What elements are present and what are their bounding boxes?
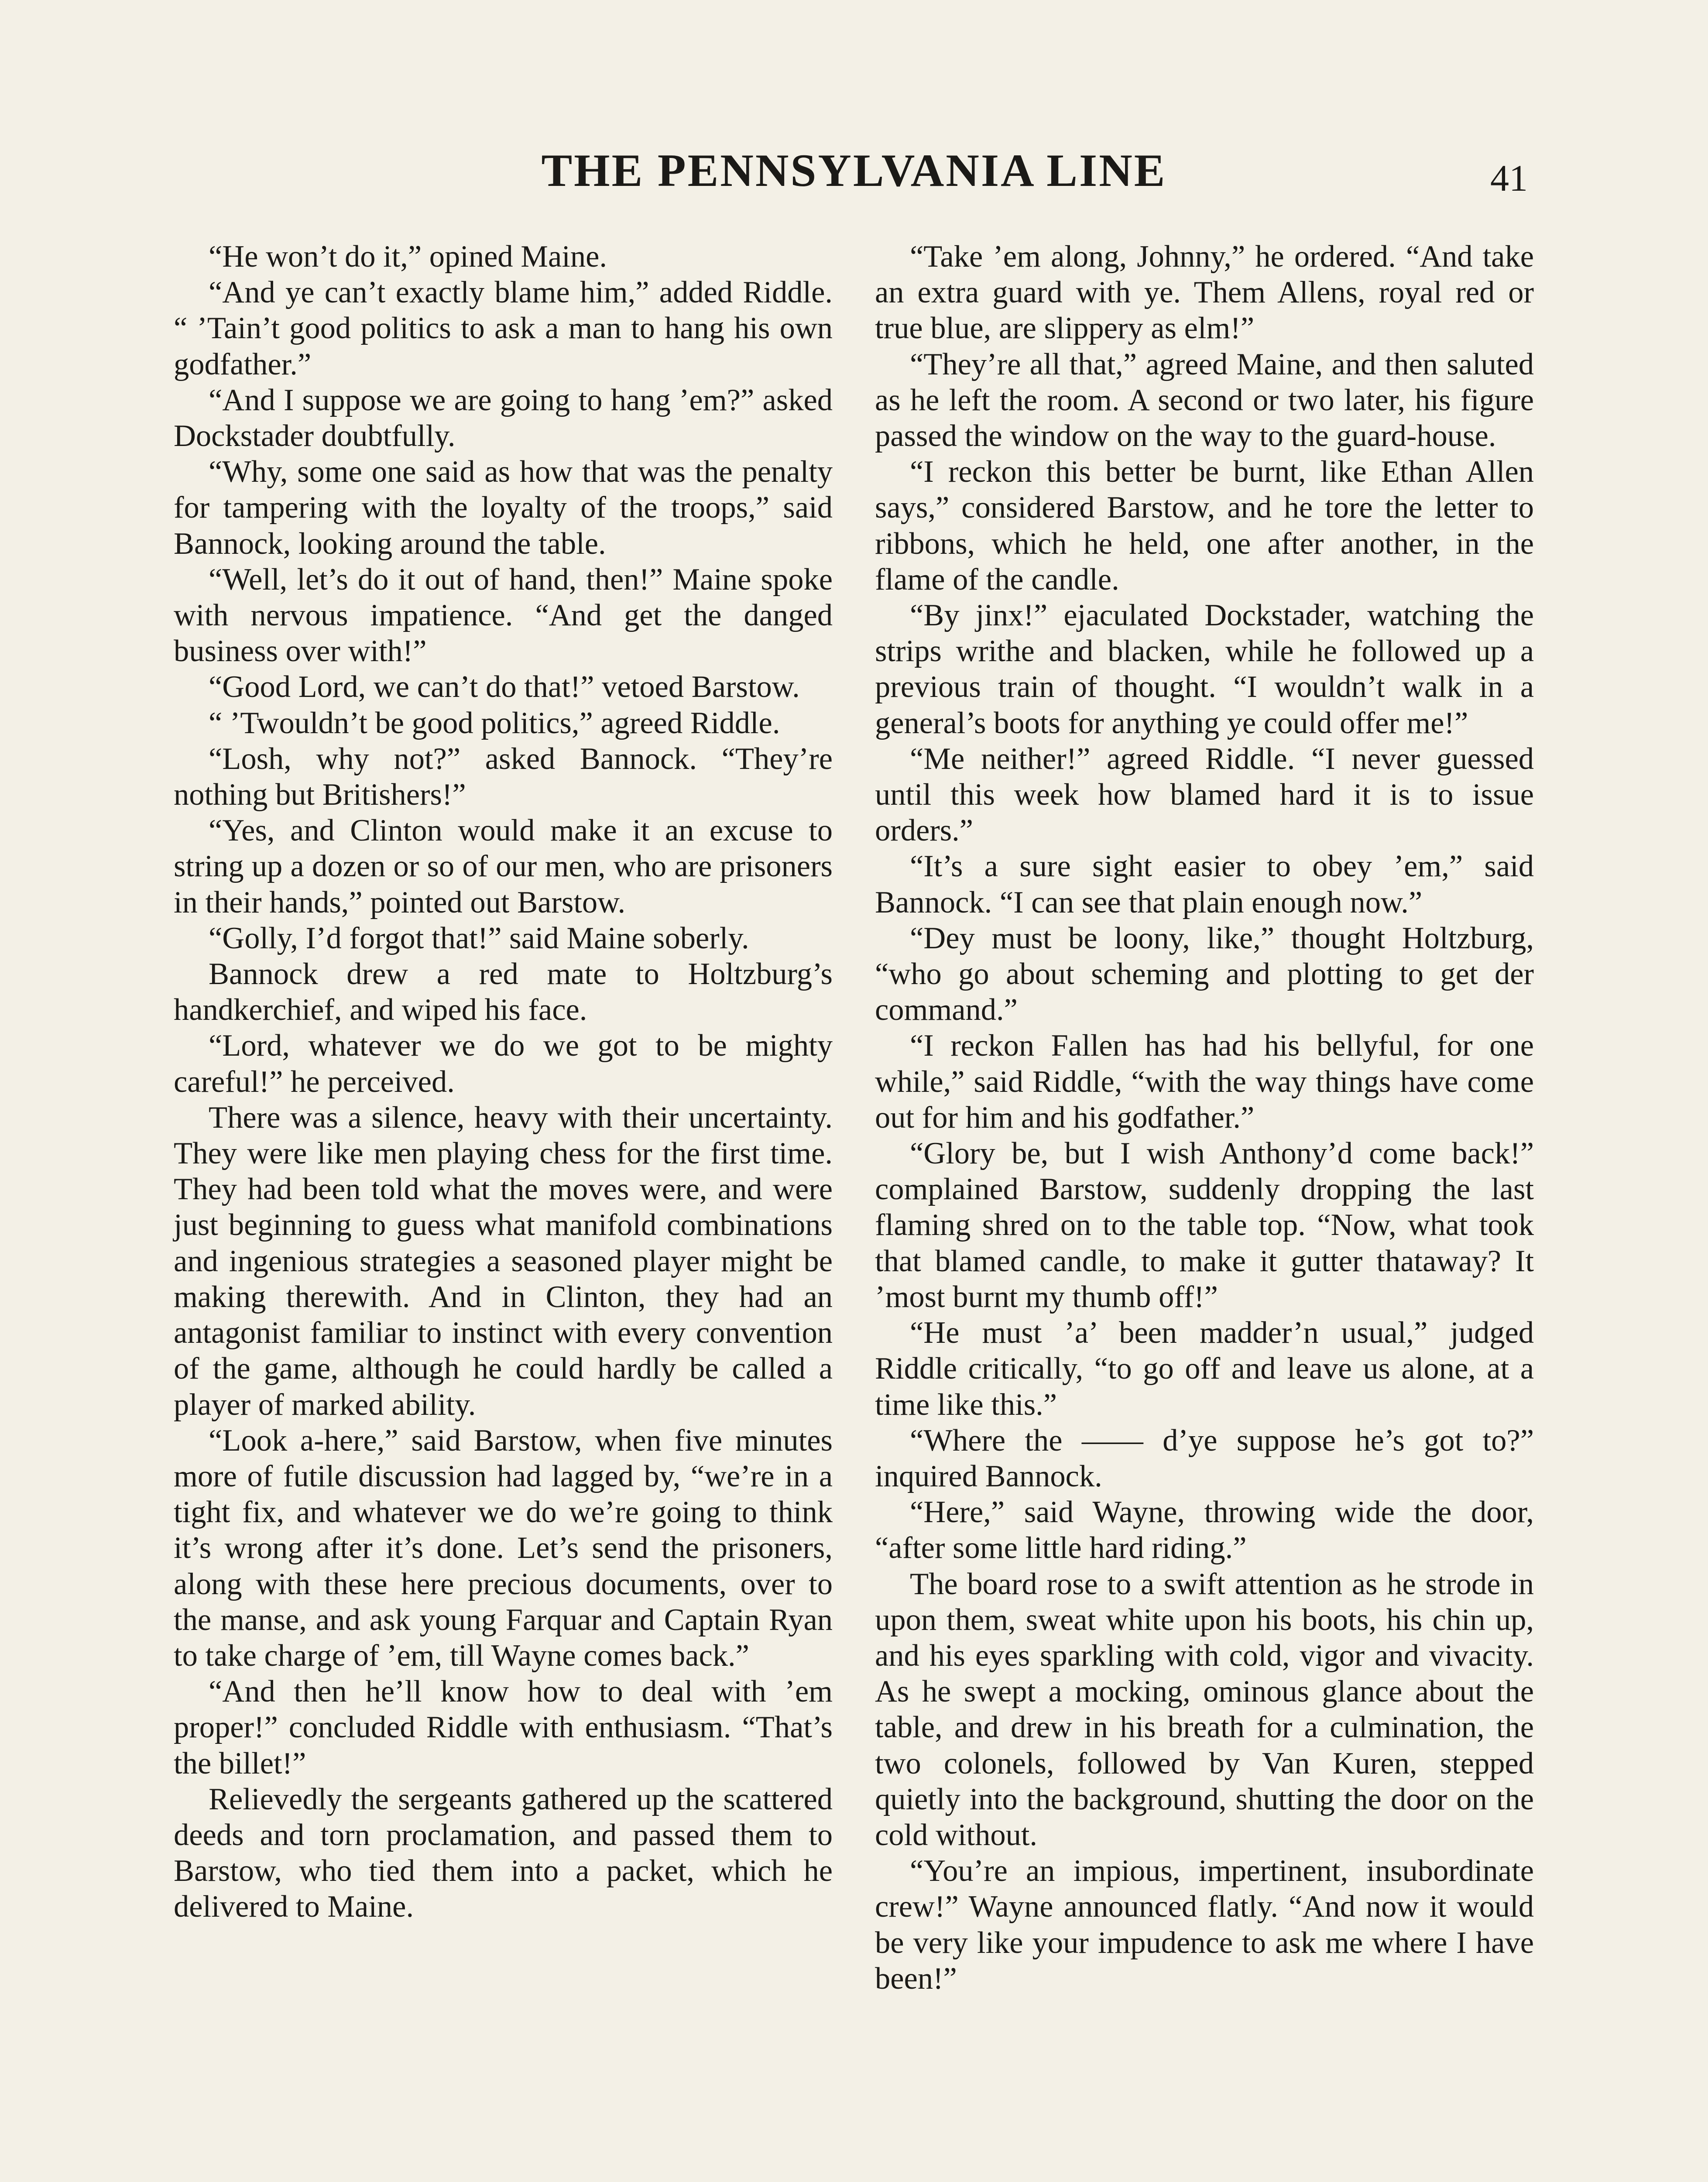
paragraph: “Look a-here,” said Barstow, when five minutes more of futile discussion had lagged by, “we’re in a tight fix, and whatever we do we’re going to think it’s wrong after it’s done. Let’s send the prisoners, along with these here precious documents, over to the manse, and ask young Farquar and Captain Ryan to take charge of ’em, till Wayne comes back.” — [174, 1423, 833, 1673]
paragraph: “Lord, whatever we do we got to be mighty careful!” he perceived. — [174, 1029, 833, 1099]
paragraph: Relievedly the sergeants gathered up the scattered deeds and torn proclamation, and passed them to Barstow, who tied them into a packet, which he delivered to Maine. — [174, 1782, 833, 1924]
paragraph: “Good Lord, we can’t do that!” vetoed Barstow. — [209, 670, 800, 704]
paragraph: “And ye can’t exactly blame him,” added Riddle. “ ’Tain’t good politics to ask a man to hang his own godfather.” — [174, 275, 833, 381]
paragraph: The board rose to a swift attention as he strode in upon them, sweat white upon his boots, his chin up, and his eyes sparkling with cold, vigor and vivacity. As he swept a mocking, ominous glance about the table, and drew in his breath for a culmination, the two colonels, followed by Van Kuren, stepped quietly into the background, shutting the door on the cold without. — [875, 1567, 1534, 1852]
paragraph: “I reckon this better be burnt, like Ethan Allen says,” considered Barstow, and he tore the letter to ribbons, which he held, one after another, in the flame of the candle. — [875, 455, 1534, 597]
paragraph: “He won’t do it,” opined Maine. — [209, 240, 607, 274]
page-number: 41 — [1490, 157, 1528, 199]
paragraph: “By jinx!” ejaculated Dockstader, watching the strips writhe and blacken, while he followed up a previous train of thought. “I wouldn’t walk in a general’s boots for anything ye could offer me!” — [875, 598, 1534, 740]
paragraph: “Yes, and Clinton would make it an excuse to string up a dozen or so of our men, who are prisoners in their hands,” pointed out Barstow. — [174, 813, 833, 919]
paragraph: “Glory be, but I wish Anthony’d come back!” complained Barstow, suddenly dropping the last flaming shred on to the table top. “Now, what took that blamed candle, to make it gutter thataway? It ’most burnt my thumb off!” — [875, 1136, 1534, 1314]
paragraph: There was a silence, heavy with their uncertainty. They were like men playing chess for the first time. They had been told what the moves were, and were just beginning to guess what manifold combinations and ingenious strategies a seasoned player might be making therewith. And in Clinton, they had an antagonist familiar to instinct with every convention of the game, although he could hardly be called a player of marked ability. — [174, 1100, 833, 1422]
paragraph: Bannock drew a red mate to Holtzburg’s handkerchief, and wiped his face. — [174, 957, 833, 1027]
paragraph: “Me neither!” agreed Riddle. “I never guessed until this week how blamed hard it is to issue orders.” — [875, 741, 1534, 848]
paragraph: “Dey must be loony, like,” thought Holtzburg, “who go about scheming and plotting to get der command.” — [875, 921, 1534, 1027]
paragraph: “And then he’ll know how to deal with ’em proper!” concluded Riddle with enthusiasm. “That’s the billet!” — [174, 1674, 833, 1781]
paragraph: “I reckon Fallen has had his bellyful, for one while,” said Riddle, “with the way things have come out for him and his godfather.” — [875, 1029, 1534, 1135]
paragraph: “Here,” said Wayne, throwing wide the door, “after some little hard riding.” — [875, 1495, 1534, 1565]
paragraph: “You’re an impious, impertinent, insubordinate crew!” Wayne announced flatly. “And now it would be very like your impudence to ask me where I have been!” — [875, 1854, 1534, 1996]
paragraph: “It’s a sure sight easier to obey ’em,” said Bannock. “I can see that plain enough now.” — [875, 849, 1534, 919]
paragraph: “ ’Twouldn’t be good politics,” agreed Riddle. — [209, 706, 780, 740]
page-title: THE PENNSYLVANIA LINE — [541, 145, 1167, 196]
paragraph: “And I suppose we are going to hang ’em?” asked Dockstader doubtfully. — [174, 383, 833, 453]
paragraph: “He must ’a’ been madder’n usual,” judged Riddle critically, “to go off and leave us alone, at a time like this.” — [875, 1316, 1534, 1422]
paragraph: “Well, let’s do it out of hand, then!” Maine spoke with nervous impatience. “And get the danged business over with!” — [174, 562, 833, 669]
text-column-left — [174, 239, 833, 1925]
paragraph: “They’re all that,” agreed Maine, and then saluted as he left the room. A second or two later, his figure passed the window on the way to the guard-house. — [875, 347, 1534, 453]
paragraph: “Losh, why not?” asked Bannock. “They’re nothing but Britishers!” — [174, 741, 833, 812]
paragraph: “Why, some one said as how that was the penalty for tampering with the loyalty of the troops,” said Bannock, looking around the table. — [174, 455, 833, 561]
text-column-right — [875, 239, 1534, 1997]
paragraph: “Where the —— d’ye suppose he’s got to?” inquired Bannock. — [875, 1423, 1534, 1493]
paragraph: “Take ’em along, Johnny,” he ordered. “And take an extra guard with ye. Them Allens, royal red or true blue, are slippery as elm!” — [875, 240, 1534, 346]
paragraph: “Golly, I’d forgot that!” said Maine soberly. — [209, 921, 749, 955]
